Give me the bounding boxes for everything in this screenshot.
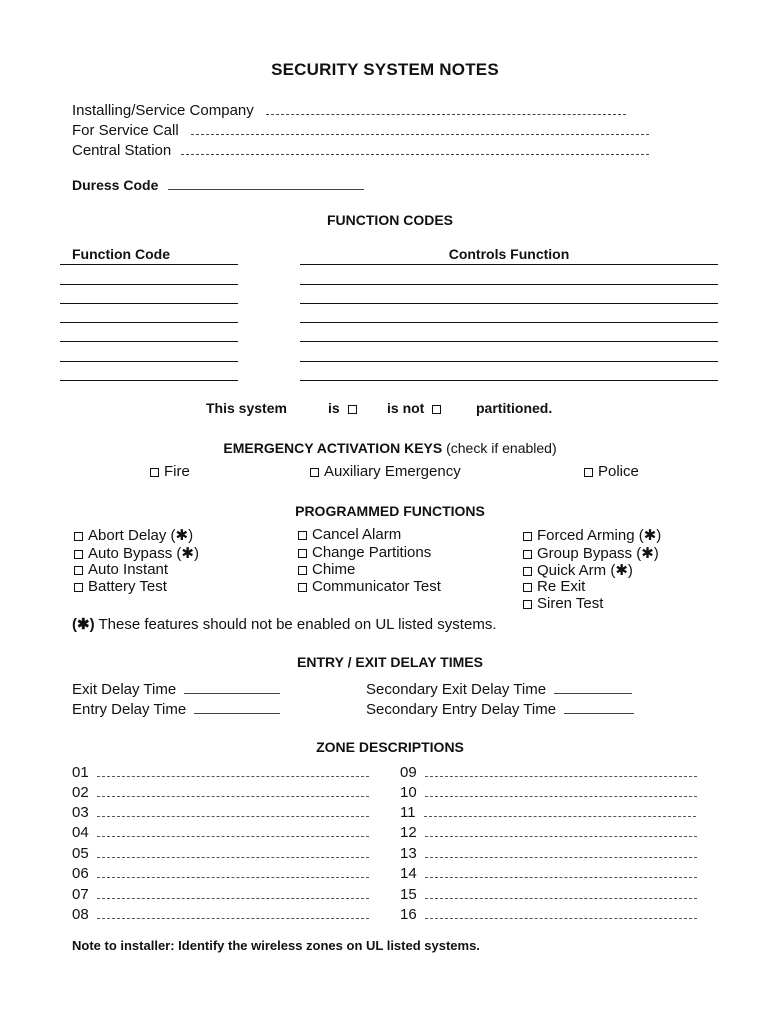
- function-code-line[interactable]: [60, 303, 238, 304]
- programmed-option[interactable]: [298, 544, 431, 561]
- zone-row[interactable]: [72, 762, 369, 781]
- zone-row[interactable]: [400, 843, 697, 862]
- re-exit-checkbox[interactable]: [523, 583, 532, 592]
- central-station-blank[interactable]: [181, 140, 649, 155]
- entry-delay-label: Entry Delay Time: [72, 701, 187, 718]
- auto-bypass-checkbox[interactable]: [74, 550, 83, 559]
- zone-descriptions-heading: ZONE DESCRIPTIONS: [316, 739, 464, 755]
- function-code-line[interactable]: [60, 322, 238, 323]
- programmed-option[interactable]: [298, 578, 441, 595]
- controls-function-line[interactable]: [300, 322, 718, 323]
- zone-row[interactable]: [72, 802, 369, 821]
- zone-number: 07: [72, 886, 89, 903]
- siren-test-label: Siren Test: [537, 595, 604, 612]
- controls-function-line[interactable]: [300, 284, 718, 285]
- programmed-option[interactable]: [298, 561, 355, 578]
- installing-company-blank[interactable]: [266, 100, 626, 115]
- zone-description-blank[interactable]: [425, 843, 697, 858]
- zone-row[interactable]: [400, 884, 697, 903]
- battery-test-checkbox[interactable]: [74, 583, 83, 592]
- service-call-field[interactable]: [72, 120, 649, 139]
- change-partitions-label: Change Partitions: [312, 544, 432, 561]
- communicator-test-checkbox[interactable]: [298, 583, 307, 592]
- exit-delay-blank[interactable]: [184, 679, 280, 694]
- emergency-police-option[interactable]: [584, 463, 639, 480]
- forced-arming-checkbox[interactable]: [523, 532, 532, 541]
- zone-row[interactable]: [400, 822, 697, 841]
- duress-code-field[interactable]: [72, 175, 364, 193]
- function-code-column-header: Function Code: [72, 246, 170, 262]
- zone-description-blank[interactable]: [97, 762, 369, 777]
- zone-row[interactable]: [72, 843, 369, 862]
- zone-description-blank[interactable]: [425, 904, 697, 919]
- auto-bypass-label: Auto Bypass (✱): [88, 545, 199, 562]
- auxiliary-emergency-checkbox[interactable]: [310, 468, 319, 477]
- emergency-note: (check if enabled): [446, 440, 557, 456]
- programmed-option[interactable]: [74, 578, 167, 595]
- zone-number: 04: [72, 824, 89, 841]
- battery-test-label: Battery Test: [88, 578, 167, 595]
- footnote-text: These features should not be enabled on UL listed systems.: [98, 616, 497, 633]
- exit-delay-label: Exit Delay Time: [72, 681, 177, 698]
- zone-number: 12: [400, 824, 417, 841]
- zone-row[interactable]: [72, 863, 369, 882]
- controls-function-line[interactable]: [300, 361, 718, 362]
- zone-description-blank[interactable]: [425, 822, 697, 837]
- partition-suffix: partitioned.: [476, 400, 553, 416]
- secondary-entry-delay-blank[interactable]: [564, 699, 634, 714]
- siren-test-checkbox[interactable]: [523, 600, 532, 609]
- partition-is-not-option[interactable]: [387, 400, 446, 416]
- zone-row[interactable]: [400, 782, 697, 801]
- controls-function-line[interactable]: [300, 380, 718, 381]
- zone-row[interactable]: [72, 782, 369, 801]
- cancel-alarm-checkbox[interactable]: [298, 531, 307, 540]
- zone-number: 08: [72, 906, 89, 923]
- partition-prefix: This system: [206, 400, 287, 416]
- controls-function-column-header: Controls Function: [448, 246, 570, 262]
- zone-number: 03: [72, 804, 89, 821]
- function-code-line[interactable]: [60, 380, 238, 381]
- zone-description-blank[interactable]: [425, 762, 697, 777]
- programmed-functions-heading: PROGRAMMED FUNCTIONS: [295, 503, 485, 519]
- function-codes-heading: FUNCTION CODES: [327, 212, 453, 228]
- forced-arming-label: Forced Arming (✱): [537, 527, 662, 544]
- central-station-label: Central Station: [72, 142, 172, 159]
- service-call-label: For Service Call: [72, 122, 179, 139]
- zone-description-blank[interactable]: [97, 863, 369, 878]
- controls-function-line[interactable]: [300, 341, 718, 342]
- zone-description-blank[interactable]: [97, 843, 369, 858]
- zone-description-blank[interactable]: [97, 822, 369, 837]
- fire-checkbox[interactable]: [150, 468, 159, 477]
- programmed-option[interactable]: [74, 544, 199, 562]
- zone-number: 02: [72, 784, 89, 801]
- zone-row[interactable]: [400, 904, 697, 923]
- auxiliary-emergency-label: Auxiliary Emergency: [324, 463, 461, 480]
- fire-label: Fire: [164, 463, 190, 480]
- zone-number: 09: [400, 764, 417, 781]
- chime-label: Chime: [312, 561, 356, 578]
- re-exit-label: Re Exit: [537, 578, 586, 595]
- central-station-field[interactable]: [72, 140, 649, 159]
- programmed-option[interactable]: [523, 526, 661, 544]
- group-bypass-label: Group Bypass (✱): [537, 545, 659, 562]
- cancel-alarm-label: Cancel Alarm: [312, 526, 402, 543]
- partition-is-checkbox[interactable]: [348, 405, 357, 414]
- auto-instant-checkbox[interactable]: [74, 566, 83, 575]
- partition-is-not-checkbox[interactable]: [432, 405, 441, 414]
- function-code-line[interactable]: [60, 264, 238, 265]
- zone-row[interactable]: [400, 802, 696, 821]
- auto-instant-label: Auto Instant: [88, 561, 169, 578]
- zone-row[interactable]: [72, 884, 369, 903]
- zone-description-blank[interactable]: [97, 782, 369, 797]
- communicator-test-label: Communicator Test: [312, 578, 441, 595]
- programmed-option[interactable]: [298, 526, 401, 543]
- zone-description-blank[interactable]: [425, 782, 697, 797]
- controls-function-line[interactable]: [300, 264, 718, 265]
- zone-number: 11: [400, 804, 416, 821]
- page-title: SECURITY SYSTEM NOTES: [271, 60, 499, 79]
- secondary-exit-delay-blank[interactable]: [554, 679, 632, 694]
- delay-times-heading: ENTRY / EXIT DELAY TIMES: [297, 654, 483, 670]
- zone-row[interactable]: [72, 904, 369, 923]
- abort-delay-label: Abort Delay (✱): [88, 527, 194, 544]
- programmed-option[interactable]: [74, 526, 193, 544]
- zone-row[interactable]: [400, 762, 697, 781]
- programmed-option[interactable]: [523, 561, 633, 579]
- ul-footnote: [72, 615, 496, 633]
- function-code-line[interactable]: [60, 284, 238, 285]
- entry-delay-field[interactable]: [72, 699, 280, 718]
- chime-checkbox[interactable]: [298, 566, 307, 575]
- partition-is-label: is: [328, 400, 340, 416]
- zone-description-blank[interactable]: [97, 802, 369, 817]
- secondary-exit-delay-label: Secondary Exit Delay Time: [366, 681, 547, 698]
- entry-delay-blank[interactable]: [194, 699, 280, 714]
- quick-arm-checkbox[interactable]: [523, 567, 532, 576]
- zone-number: 05: [72, 845, 89, 862]
- police-label: Police: [598, 463, 639, 480]
- police-checkbox[interactable]: [584, 468, 593, 477]
- emergency-heading-row: [0, 440, 770, 456]
- duress-code-label: Duress Code: [72, 177, 159, 193]
- secondary-entry-delay-label: Secondary Entry Delay Time: [366, 701, 557, 718]
- emergency-heading: EMERGENCY ACTIVATION KEYS: [223, 440, 443, 456]
- programmed-option[interactable]: [523, 578, 585, 595]
- zone-description-blank[interactable]: [425, 884, 697, 899]
- duress-code-blank[interactable]: [168, 175, 364, 190]
- controls-function-line[interactable]: [300, 303, 718, 304]
- installing-company-field[interactable]: [72, 100, 626, 119]
- function-code-line[interactable]: [60, 341, 238, 342]
- service-call-blank[interactable]: [191, 120, 649, 135]
- exit-delay-field[interactable]: [72, 679, 280, 698]
- zone-number: 13: [400, 845, 417, 862]
- emergency-fire-option[interactable]: [150, 463, 190, 480]
- zone-row[interactable]: [72, 822, 369, 841]
- zone-number: 16: [400, 906, 417, 923]
- function-code-line[interactable]: [60, 361, 238, 362]
- secondary-exit-delay-field[interactable]: [366, 679, 632, 698]
- programmed-option[interactable]: [523, 595, 603, 612]
- footnote-mark: (✱): [72, 616, 95, 633]
- group-bypass-checkbox[interactable]: [523, 550, 532, 559]
- programmed-option[interactable]: [523, 544, 659, 562]
- zone-number: 15: [400, 886, 417, 903]
- zone-row[interactable]: [400, 863, 697, 882]
- emergency-auxiliary-option[interactable]: [310, 463, 461, 480]
- quick-arm-label: Quick Arm (✱): [537, 562, 633, 579]
- programmed-option[interactable]: [74, 561, 168, 578]
- installing-company-label: Installing/Service Company: [72, 102, 254, 119]
- zone-number: 10: [400, 784, 417, 801]
- installer-note: Note to installer: Identify the wireless zones on UL listed systems.: [72, 938, 480, 953]
- zone-description-blank[interactable]: [97, 884, 369, 899]
- zone-description-blank[interactable]: [424, 802, 696, 817]
- change-partitions-checkbox[interactable]: [298, 549, 307, 558]
- abort-delay-checkbox[interactable]: [74, 532, 83, 541]
- partition-is-not-label: is not: [387, 400, 425, 416]
- zone-number: 01: [72, 764, 89, 781]
- secondary-entry-delay-field[interactable]: [366, 699, 634, 718]
- zone-number: 06: [72, 865, 89, 882]
- zone-description-blank[interactable]: [425, 863, 697, 878]
- zone-description-blank[interactable]: [97, 904, 369, 919]
- partition-is-option[interactable]: [328, 400, 362, 416]
- zone-number: 14: [400, 865, 417, 882]
